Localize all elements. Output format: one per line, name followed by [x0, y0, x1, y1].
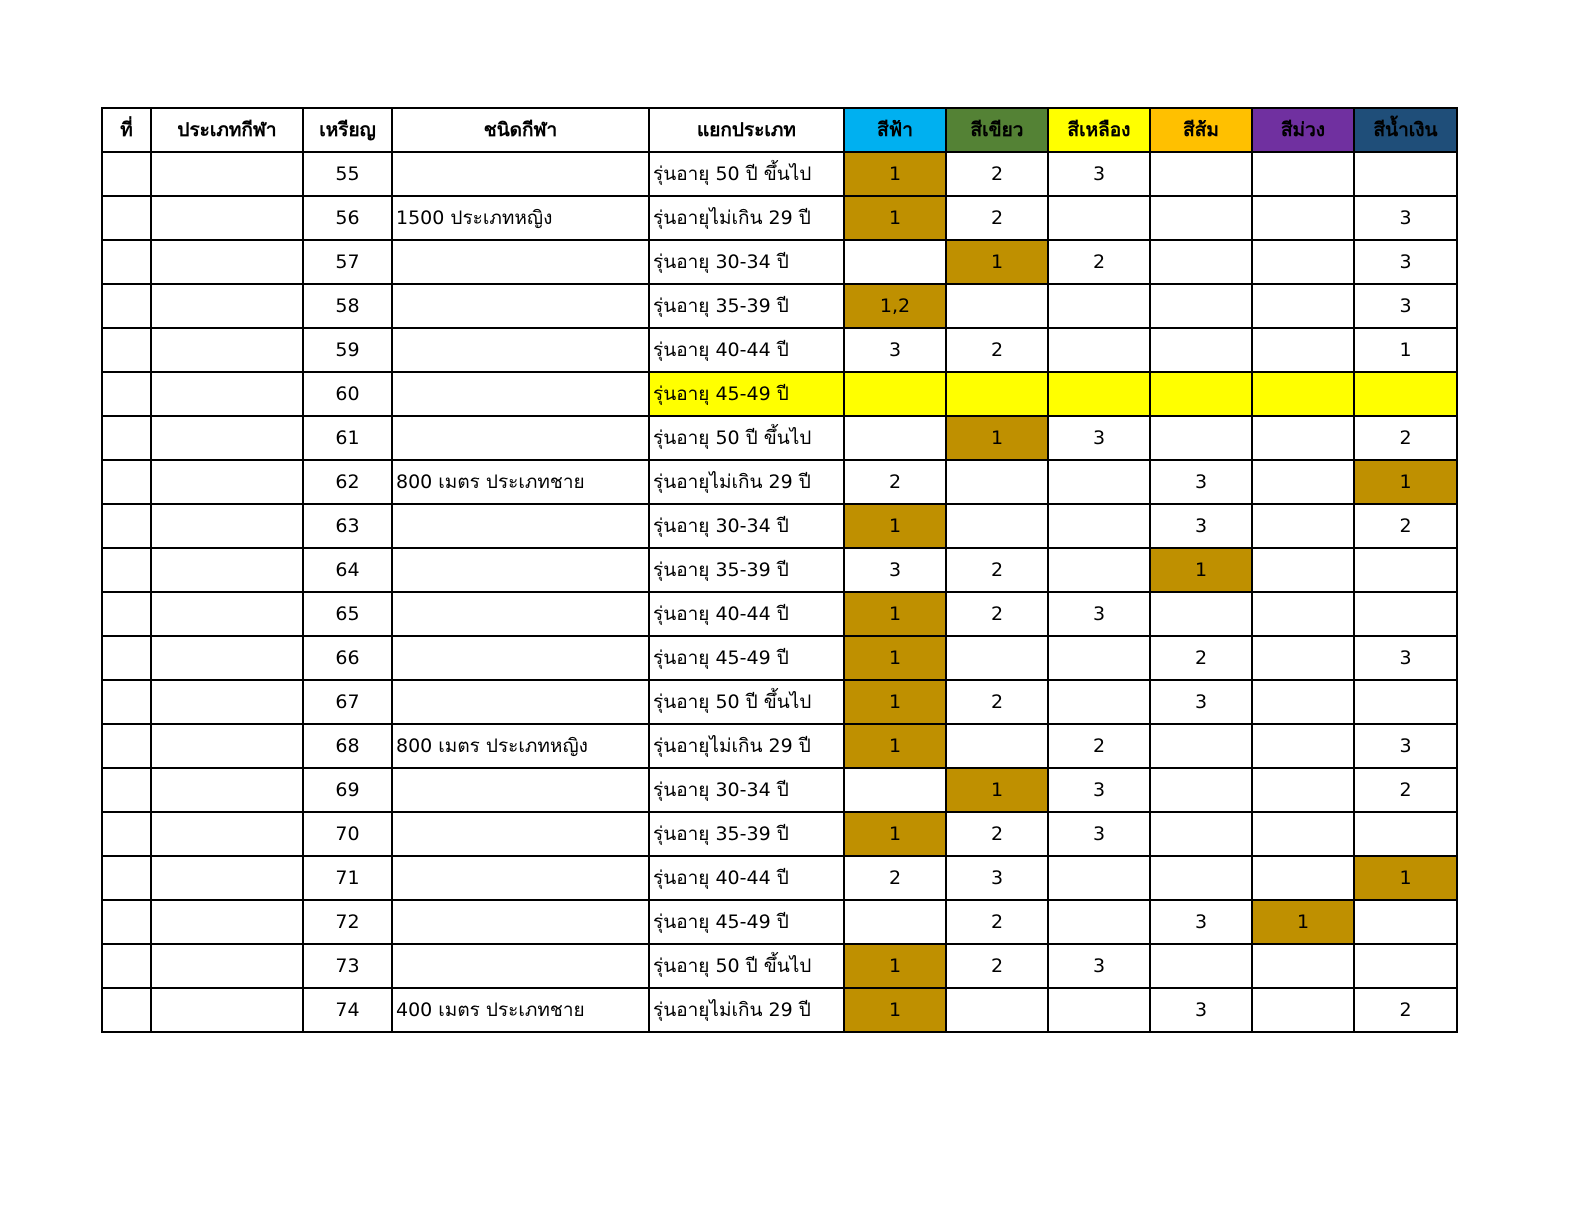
table-row — [102, 548, 1457, 592]
cell-category: รุ่นอายุ 50 ปี ขึ้นไป — [649, 416, 844, 460]
cell-sky: 1 — [844, 592, 946, 636]
cell-orange — [1150, 152, 1252, 196]
cell-sport — [392, 592, 649, 636]
cell-medal: 55 — [303, 152, 392, 196]
cell-green: 3 — [946, 856, 1048, 900]
table-row — [102, 944, 1457, 988]
cell-sport: 800 เมตร ประเภทชาย — [392, 460, 649, 504]
medal-table — [101, 107, 1458, 1033]
table-row — [102, 328, 1457, 372]
cell-no — [102, 152, 151, 196]
cell-category: รุ่นอายุ 30-34 ปี — [649, 240, 844, 284]
cell-yellow: 2 — [1048, 724, 1150, 768]
cell-green — [946, 988, 1048, 1032]
cell-no — [102, 548, 151, 592]
cell-purple — [1252, 592, 1354, 636]
cell-yellow — [1048, 460, 1150, 504]
cell-medal: 72 — [303, 900, 392, 944]
cell-orange: 2 — [1150, 636, 1252, 680]
cell-orange — [1150, 724, 1252, 768]
cell-medal: 69 — [303, 768, 392, 812]
cell-medal: 57 — [303, 240, 392, 284]
cell-sport-type — [151, 416, 303, 460]
cell-medal: 61 — [303, 416, 392, 460]
cell-green — [946, 284, 1048, 328]
cell-category: รุ่นอายุ 35-39 ปี — [649, 548, 844, 592]
cell-navy: 1 — [1354, 328, 1457, 372]
cell-green: 2 — [946, 680, 1048, 724]
cell-green — [946, 372, 1048, 416]
cell-navy: 3 — [1354, 196, 1457, 240]
cell-orange — [1150, 284, 1252, 328]
cell-sky: 1 — [844, 152, 946, 196]
cell-sport: 400 เมตร ประเภทชาย — [392, 988, 649, 1032]
cell-sky: 2 — [844, 460, 946, 504]
cell-navy — [1354, 900, 1457, 944]
cell-medal: 59 — [303, 328, 392, 372]
cell-navy — [1354, 548, 1457, 592]
cell-purple — [1252, 504, 1354, 548]
cell-navy: 1 — [1354, 460, 1457, 504]
cell-yellow: 3 — [1048, 592, 1150, 636]
cell-purple — [1252, 988, 1354, 1032]
cell-medal: 74 — [303, 988, 392, 1032]
header-row — [102, 108, 1457, 152]
cell-sky: 2 — [844, 856, 946, 900]
cell-green: 2 — [946, 592, 1048, 636]
cell-sport: 1500 ประเภทหญิง — [392, 196, 649, 240]
table-row — [102, 152, 1457, 196]
cell-green: 2 — [946, 548, 1048, 592]
cell-sport-type — [151, 460, 303, 504]
cell-green: 1 — [946, 416, 1048, 460]
cell-category: รุ่นอายุ 45-49 ปี — [649, 900, 844, 944]
table-row — [102, 592, 1457, 636]
cell-no — [102, 988, 151, 1032]
cell-yellow — [1048, 900, 1150, 944]
table-row — [102, 416, 1457, 460]
header-category: แยกประเภท — [649, 108, 844, 152]
cell-sport-type — [151, 900, 303, 944]
table-body — [102, 152, 1457, 1032]
header-sport: ชนิดกีฬา — [392, 108, 649, 152]
cell-navy: 2 — [1354, 416, 1457, 460]
cell-purple — [1252, 812, 1354, 856]
cell-category: รุ่นอายุ 35-39 ปี — [649, 812, 844, 856]
cell-navy: 1 — [1354, 856, 1457, 900]
cell-sky: 1 — [844, 944, 946, 988]
cell-sky: 1 — [844, 636, 946, 680]
cell-category: รุ่นอายุ 50 ปี ขึ้นไป — [649, 944, 844, 988]
cell-yellow — [1048, 196, 1150, 240]
cell-purple — [1252, 856, 1354, 900]
cell-sport-type — [151, 768, 303, 812]
cell-category: รุ่นอายุ 40-44 ปี — [649, 592, 844, 636]
cell-purple — [1252, 240, 1354, 284]
cell-no — [102, 680, 151, 724]
cell-sport-type — [151, 592, 303, 636]
cell-sport — [392, 680, 649, 724]
cell-no — [102, 284, 151, 328]
cell-purple: 1 — [1252, 900, 1354, 944]
table-row — [102, 636, 1457, 680]
cell-sky: 3 — [844, 548, 946, 592]
cell-sport — [392, 636, 649, 680]
cell-sport — [392, 504, 649, 548]
cell-medal: 67 — [303, 680, 392, 724]
cell-navy: 3 — [1354, 240, 1457, 284]
cell-no — [102, 240, 151, 284]
cell-yellow — [1048, 548, 1150, 592]
cell-green: 2 — [946, 152, 1048, 196]
table-row — [102, 812, 1457, 856]
cell-category: รุ่นอายุ 45-49 ปี — [649, 372, 844, 416]
cell-medal: 63 — [303, 504, 392, 548]
cell-category: รุ่นอายุ 30-34 ปี — [649, 504, 844, 548]
cell-sport — [392, 812, 649, 856]
cell-category: รุ่นอายุ 35-39 ปี — [649, 284, 844, 328]
cell-yellow — [1048, 328, 1150, 372]
cell-orange: 3 — [1150, 988, 1252, 1032]
table-row — [102, 372, 1457, 416]
cell-sky: 1 — [844, 196, 946, 240]
cell-sky — [844, 240, 946, 284]
cell-medal: 60 — [303, 372, 392, 416]
cell-medal: 66 — [303, 636, 392, 680]
cell-yellow: 3 — [1048, 768, 1150, 812]
cell-no — [102, 636, 151, 680]
cell-sport — [392, 328, 649, 372]
cell-orange — [1150, 592, 1252, 636]
cell-yellow: 3 — [1048, 944, 1150, 988]
cell-category: รุ่นอายุ 30-34 ปี — [649, 768, 844, 812]
cell-sport-type — [151, 944, 303, 988]
cell-orange — [1150, 196, 1252, 240]
cell-sport — [392, 548, 649, 592]
cell-purple — [1252, 548, 1354, 592]
cell-orange — [1150, 944, 1252, 988]
cell-sport — [392, 240, 649, 284]
header-no: ที่ — [102, 108, 151, 152]
cell-yellow — [1048, 372, 1150, 416]
cell-yellow — [1048, 856, 1150, 900]
cell-sky: 1 — [844, 812, 946, 856]
cell-green: 2 — [946, 812, 1048, 856]
cell-purple — [1252, 328, 1354, 372]
header-orange: สีส้ม — [1150, 108, 1252, 152]
table-row — [102, 856, 1457, 900]
cell-purple — [1252, 636, 1354, 680]
cell-no — [102, 724, 151, 768]
cell-sport-type — [151, 988, 303, 1032]
cell-sky: 1 — [844, 504, 946, 548]
cell-category: รุ่นอายุ 50 ปี ขึ้นไป — [649, 680, 844, 724]
cell-green: 1 — [946, 768, 1048, 812]
cell-category: รุ่นอายุ 40-44 ปี — [649, 328, 844, 372]
cell-green: 2 — [946, 944, 1048, 988]
cell-yellow — [1048, 636, 1150, 680]
cell-medal: 64 — [303, 548, 392, 592]
table-row — [102, 460, 1457, 504]
cell-category: รุ่นอายุไม่เกิน 29 ปี — [649, 460, 844, 504]
cell-no — [102, 504, 151, 548]
cell-sport-type — [151, 636, 303, 680]
header-sky: สีฟ้า — [844, 108, 946, 152]
cell-purple — [1252, 372, 1354, 416]
cell-orange — [1150, 812, 1252, 856]
cell-navy — [1354, 680, 1457, 724]
cell-sport — [392, 284, 649, 328]
cell-no — [102, 196, 151, 240]
cell-green: 2 — [946, 900, 1048, 944]
cell-medal: 62 — [303, 460, 392, 504]
cell-sport-type — [151, 724, 303, 768]
cell-purple — [1252, 196, 1354, 240]
cell-orange — [1150, 768, 1252, 812]
cell-green: 1 — [946, 240, 1048, 284]
cell-green: 2 — [946, 328, 1048, 372]
cell-purple — [1252, 416, 1354, 460]
header-purple: สีม่วง — [1252, 108, 1354, 152]
cell-navy — [1354, 944, 1457, 988]
table-row — [102, 680, 1457, 724]
cell-yellow — [1048, 504, 1150, 548]
header-medal: เหรียญ — [303, 108, 392, 152]
cell-category: รุ่นอายุ 40-44 ปี — [649, 856, 844, 900]
cell-medal: 70 — [303, 812, 392, 856]
cell-sky: 1 — [844, 724, 946, 768]
header-green: สีเขียว — [946, 108, 1048, 152]
cell-sport-type — [151, 504, 303, 548]
table-row — [102, 196, 1457, 240]
cell-sport: 800 เมตร ประเภทหญิง — [392, 724, 649, 768]
cell-sky — [844, 372, 946, 416]
cell-navy: 3 — [1354, 724, 1457, 768]
cell-sport — [392, 900, 649, 944]
table-row — [102, 240, 1457, 284]
cell-no — [102, 372, 151, 416]
cell-sport — [392, 768, 649, 812]
cell-no — [102, 416, 151, 460]
cell-navy: 2 — [1354, 768, 1457, 812]
cell-category: รุ่นอายุไม่เกิน 29 ปี — [649, 724, 844, 768]
cell-purple — [1252, 460, 1354, 504]
cell-yellow — [1048, 284, 1150, 328]
cell-medal: 71 — [303, 856, 392, 900]
cell-no — [102, 328, 151, 372]
cell-medal: 58 — [303, 284, 392, 328]
cell-orange: 3 — [1150, 900, 1252, 944]
cell-sport-type — [151, 812, 303, 856]
cell-orange: 1 — [1150, 548, 1252, 592]
cell-no — [102, 592, 151, 636]
cell-purple — [1252, 944, 1354, 988]
cell-orange — [1150, 240, 1252, 284]
cell-no — [102, 460, 151, 504]
cell-navy: 2 — [1354, 504, 1457, 548]
header-yellow: สีเหลือง — [1048, 108, 1150, 152]
cell-orange — [1150, 372, 1252, 416]
cell-orange: 3 — [1150, 460, 1252, 504]
cell-sport-type — [151, 548, 303, 592]
header-navy: สีน้ำเงิน — [1354, 108, 1457, 152]
cell-orange: 3 — [1150, 504, 1252, 548]
cell-sport-type — [151, 240, 303, 284]
cell-navy — [1354, 152, 1457, 196]
cell-yellow: 3 — [1048, 152, 1150, 196]
cell-orange — [1150, 416, 1252, 460]
cell-navy — [1354, 812, 1457, 856]
cell-sport-type — [151, 328, 303, 372]
cell-medal: 65 — [303, 592, 392, 636]
cell-sport-type — [151, 152, 303, 196]
cell-sport-type — [151, 372, 303, 416]
cell-sky: 3 — [844, 328, 946, 372]
cell-sky — [844, 900, 946, 944]
cell-yellow — [1048, 680, 1150, 724]
cell-medal: 56 — [303, 196, 392, 240]
cell-navy — [1354, 372, 1457, 416]
cell-category: รุ่นอายุ 50 ปี ขึ้นไป — [649, 152, 844, 196]
cell-sky: 1 — [844, 680, 946, 724]
cell-sport — [392, 944, 649, 988]
cell-no — [102, 768, 151, 812]
cell-sky: 1 — [844, 988, 946, 1032]
cell-yellow: 3 — [1048, 812, 1150, 856]
cell-sport-type — [151, 284, 303, 328]
table-row — [102, 768, 1457, 812]
cell-sport-type — [151, 856, 303, 900]
cell-sport — [392, 152, 649, 196]
cell-green — [946, 724, 1048, 768]
cell-yellow: 3 — [1048, 416, 1150, 460]
cell-purple — [1252, 680, 1354, 724]
cell-no — [102, 812, 151, 856]
cell-sky — [844, 416, 946, 460]
cell-purple — [1252, 768, 1354, 812]
cell-no — [102, 856, 151, 900]
cell-green — [946, 636, 1048, 680]
cell-orange — [1150, 856, 1252, 900]
cell-category: รุ่นอายุไม่เกิน 29 ปี — [649, 196, 844, 240]
cell-purple — [1252, 152, 1354, 196]
cell-sport — [392, 416, 649, 460]
cell-orange — [1150, 328, 1252, 372]
cell-sky — [844, 768, 946, 812]
table-row — [102, 504, 1457, 548]
table-row — [102, 284, 1457, 328]
cell-purple — [1252, 724, 1354, 768]
cell-no — [102, 900, 151, 944]
cell-category: รุ่นอายุไม่เกิน 29 ปี — [649, 988, 844, 1032]
cell-green — [946, 504, 1048, 548]
cell-orange: 3 — [1150, 680, 1252, 724]
cell-green: 2 — [946, 196, 1048, 240]
cell-purple — [1252, 284, 1354, 328]
table-row — [102, 724, 1457, 768]
cell-sport-type — [151, 680, 303, 724]
cell-sport — [392, 856, 649, 900]
cell-medal: 73 — [303, 944, 392, 988]
cell-sport — [392, 372, 649, 416]
header-sport-type: ประเภทกีฬา — [151, 108, 303, 152]
cell-no — [102, 944, 151, 988]
cell-sky: 1,2 — [844, 284, 946, 328]
cell-green — [946, 460, 1048, 504]
cell-navy — [1354, 592, 1457, 636]
cell-navy: 3 — [1354, 284, 1457, 328]
table-row — [102, 988, 1457, 1032]
cell-category: รุ่นอายุ 45-49 ปี — [649, 636, 844, 680]
cell-medal: 68 — [303, 724, 392, 768]
cell-yellow: 2 — [1048, 240, 1150, 284]
cell-yellow — [1048, 988, 1150, 1032]
cell-navy: 3 — [1354, 636, 1457, 680]
cell-navy: 2 — [1354, 988, 1457, 1032]
table-row — [102, 900, 1457, 944]
cell-sport-type — [151, 196, 303, 240]
